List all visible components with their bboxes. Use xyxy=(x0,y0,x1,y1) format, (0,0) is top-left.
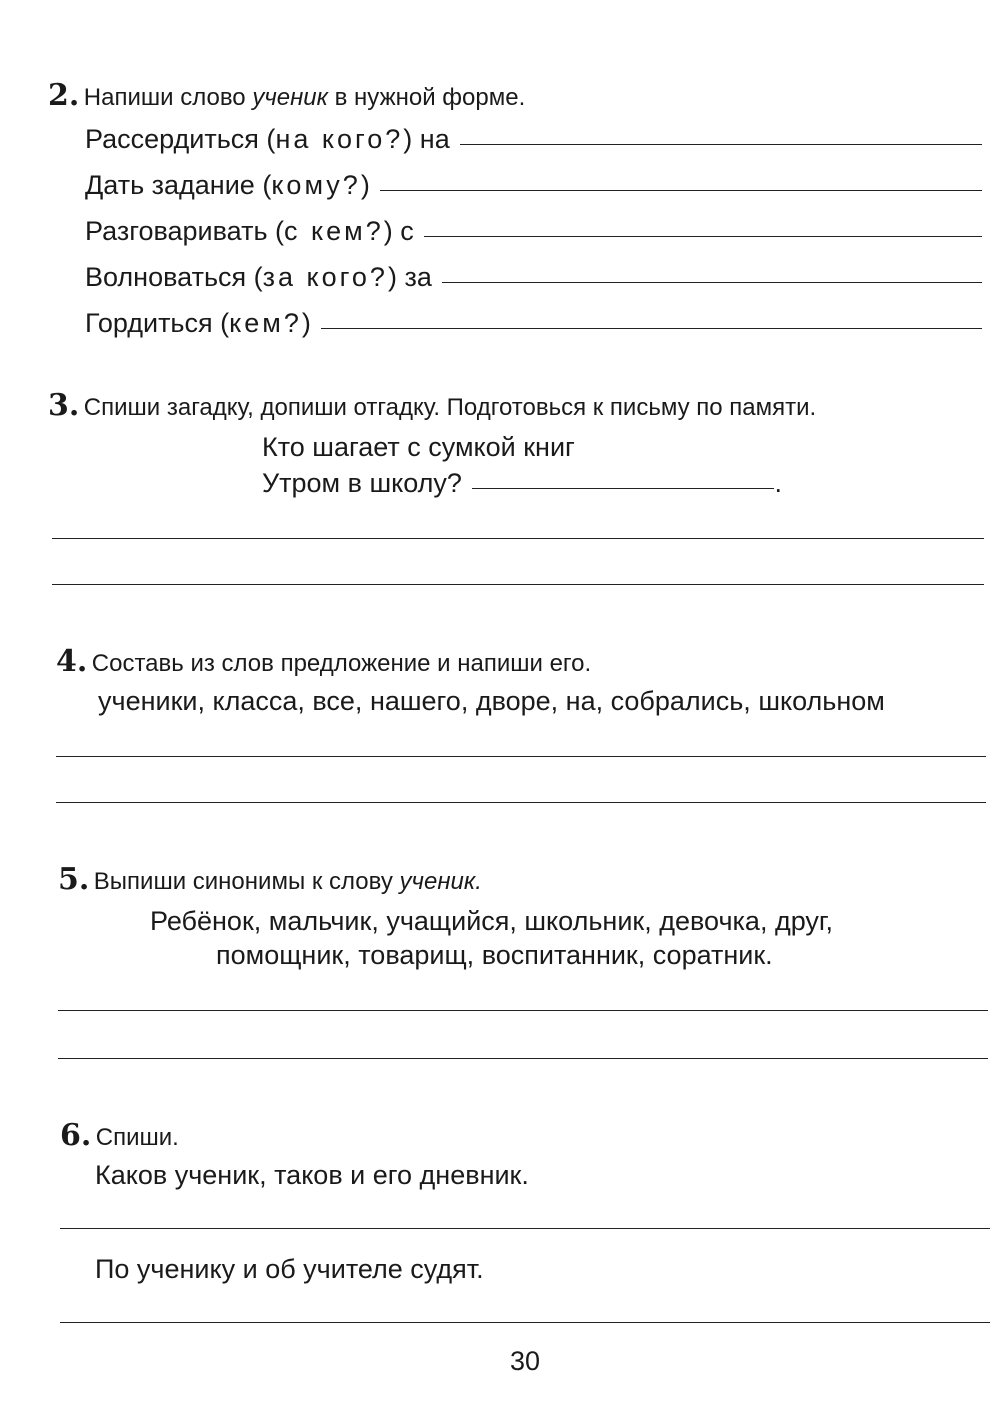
task-2-header xyxy=(48,78,525,113)
task-2-row-5: Гордиться ( кем? ) xyxy=(85,308,982,339)
task-5-instruction: Выпиши синонимы к слову ученик. xyxy=(93,868,482,895)
riddle-line-2: Утром в школу? . xyxy=(262,468,782,498)
answer-line[interactable] xyxy=(424,236,982,237)
answer-line[interactable] xyxy=(442,282,982,283)
task-6-header xyxy=(60,1118,179,1153)
writing-line[interactable] xyxy=(52,538,984,539)
task-2-instruction: Напиши слово ученик в нужной форме. xyxy=(83,84,526,111)
writing-line[interactable] xyxy=(58,1010,988,1011)
task-5-number: 5. xyxy=(58,862,90,897)
task-2-row-4: Волноваться ( за кого? ) за xyxy=(85,262,982,293)
proverb-2: По ученику и об учителе судят. xyxy=(95,1254,484,1284)
task-6-instruction: Спиши. xyxy=(95,1124,179,1151)
task-2-row-1: Рассердиться ( на кого? ) на xyxy=(85,124,982,155)
answer-line[interactable] xyxy=(321,328,982,329)
riddle-answer-line[interactable] xyxy=(472,488,775,489)
writing-line[interactable] xyxy=(60,1322,990,1323)
task-4-header xyxy=(56,644,591,679)
task-6-number: 6. xyxy=(60,1118,92,1153)
proverb-1: Каков ученик, таков и его дневник. xyxy=(95,1160,529,1190)
task-4-number: 4. xyxy=(56,644,88,679)
task-3-number: 3. xyxy=(48,388,80,423)
task-3-header xyxy=(48,388,816,423)
writing-line[interactable] xyxy=(58,1058,988,1059)
writing-line[interactable] xyxy=(56,756,986,757)
task-2-row-3: Разговаривать ( с кем? ) с xyxy=(85,216,982,247)
riddle-line-1: Кто шагает с сумкой книг xyxy=(262,432,575,462)
task-2-row-2: Дать задание ( кому? ) xyxy=(85,170,982,201)
task-3-instruction: Спиши загадку, допиши отгадку. Подготовься к письму по памяти. xyxy=(83,394,817,421)
synonyms-line-2: помощник, товарищ, воспитанник, соратник. xyxy=(216,940,773,970)
answer-line[interactable] xyxy=(460,144,982,145)
synonyms-line-1: Ребёнок, мальчик, учащийся, школьник, девочка, друг, xyxy=(150,906,833,936)
page-number: 30 xyxy=(510,1346,541,1376)
writing-line[interactable] xyxy=(60,1228,990,1229)
answer-line[interactable] xyxy=(380,190,982,191)
writing-line[interactable] xyxy=(52,584,984,585)
writing-line[interactable] xyxy=(56,802,986,803)
word-list: ученики, класса, все, нашего, дворе, на, собрались, школьном xyxy=(98,686,885,716)
task-5-header xyxy=(58,862,482,897)
task-2-number: 2. xyxy=(48,78,80,113)
task-4-instruction: Составь из слов предложение и напиши его. xyxy=(91,650,592,677)
